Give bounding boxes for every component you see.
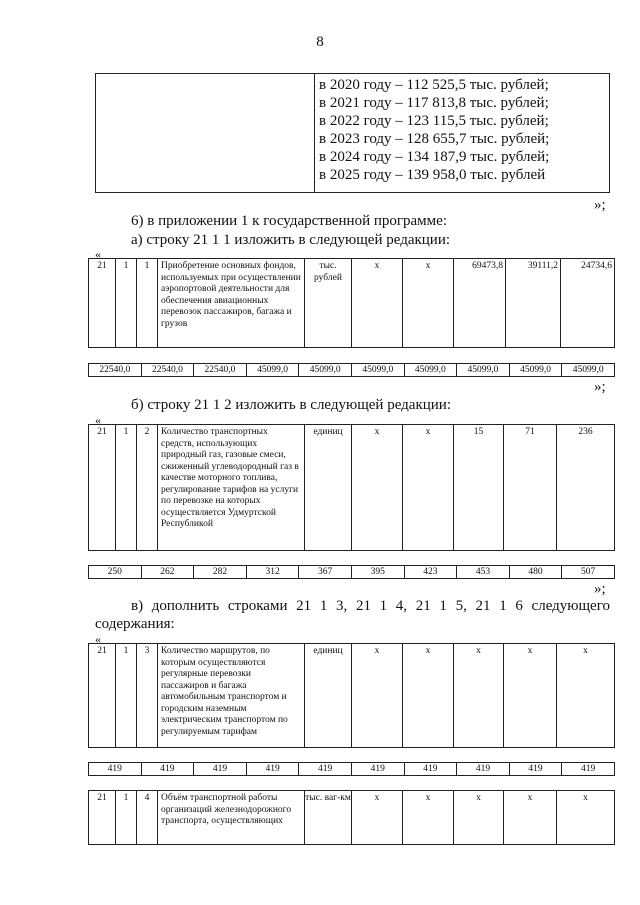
row-21-1-2 <box>88 424 615 551</box>
values-row-21-1-3 <box>88 762 615 776</box>
value-cell: х <box>403 791 454 845</box>
value-cell: х <box>504 791 557 845</box>
funding-cell <box>315 74 610 193</box>
value-cell: 480 <box>509 566 562 579</box>
paragraph-b2: б) строку 21 1 2 изложить в следующей редакции: <box>131 397 451 413</box>
value-cell: 262 <box>141 566 194 579</box>
code-cell: 21 <box>89 791 116 845</box>
funding-line: в 2021 году – 117 813,8 тыс. рублей; <box>319 95 549 111</box>
value-cell: х <box>403 425 454 551</box>
value-cell: х <box>352 259 403 348</box>
code-cell: 21 <box>89 644 116 748</box>
code-cell: 3 <box>137 644 158 748</box>
value-cell: 419 <box>141 763 194 776</box>
value-cell: 419 <box>194 763 247 776</box>
value-cell: 15 <box>454 425 504 551</box>
value-cell: 71 <box>504 425 557 551</box>
indicator-name: Количество транспортных средств, использующих природный газ, газовые смеси, сжиженный углеводородный газ в качестве моторного топлива, регулирование тарифов на услуги по перевозке на которых осуществляется Удмуртской Республикой <box>158 425 305 551</box>
value-cell: 423 <box>404 566 457 579</box>
paragraph-b: 6) в приложении 1 к государственной программе: <box>131 213 447 229</box>
row-21-1-1 <box>88 258 615 348</box>
value-cell: х <box>557 644 615 748</box>
value-cell: х <box>403 259 454 348</box>
indicator-name: Количество маршрутов, по которым осуществляются регулярные перевозки пассажиров и багажа автомобильным транспортом и городским наземным электрическим транспортом по регулируемым тарифам <box>158 644 305 748</box>
unit-cell: единиц <box>305 425 352 551</box>
value-cell: 507 <box>562 566 615 579</box>
closing-quote: »; <box>594 581 606 597</box>
paragraph-c <box>95 597 610 633</box>
funding-empty-cell <box>96 74 315 193</box>
value-cell: 282 <box>194 566 247 579</box>
value-cell: х <box>403 644 454 748</box>
funding-line: в 2022 году – 123 115,5 тыс. рублей; <box>319 113 549 129</box>
page-number: 8 <box>316 34 324 50</box>
value-cell: 236 <box>557 425 615 551</box>
value-cell: х <box>557 791 615 845</box>
funding-line: в 2023 году – 128 655,7 тыс. рублей; <box>319 131 550 147</box>
value-cell: х <box>504 644 557 748</box>
value-cell: х <box>352 644 403 748</box>
value-cell: 45099,0 <box>351 364 404 377</box>
unit-cell: тыс. рублей <box>305 259 352 348</box>
value-cell: х <box>454 791 504 845</box>
open-quote: « <box>95 632 101 646</box>
value-cell: 45099,0 <box>457 364 510 377</box>
value-cell: 419 <box>457 763 510 776</box>
value-cell: 45099,0 <box>246 364 299 377</box>
value-cell: 419 <box>89 763 142 776</box>
value-cell: 45099,0 <box>299 364 352 377</box>
value-cell: 22540,0 <box>89 364 142 377</box>
value-cell: х <box>454 644 504 748</box>
closing-quote: »; <box>594 197 606 213</box>
value-cell: 69473,8 <box>454 259 506 348</box>
row-21-1-4 <box>88 790 615 845</box>
code-cell: 2 <box>137 425 158 551</box>
funding-line: в 2020 году – 112 525,5 тыс. рублей; <box>319 77 549 93</box>
code-cell: 21 <box>89 425 116 551</box>
value-cell: 312 <box>246 566 299 579</box>
open-quote: « <box>95 247 101 261</box>
value-cell: 419 <box>299 763 352 776</box>
value-cell: х <box>352 425 403 551</box>
value-cell: 367 <box>299 566 352 579</box>
code-cell: 1 <box>116 791 137 845</box>
code-cell: 1 <box>137 259 158 348</box>
funding-table <box>95 73 610 193</box>
value-cell: 45099,0 <box>509 364 562 377</box>
values-row-21-1-2 <box>88 565 615 579</box>
value-cell: 22540,0 <box>194 364 247 377</box>
value-cell: 39111,2 <box>506 259 561 348</box>
funding-line: в 2024 году – 134 187,9 тыс. рублей; <box>319 149 550 165</box>
value-cell: 419 <box>351 763 404 776</box>
value-cell: 419 <box>562 763 615 776</box>
code-cell: 1 <box>116 425 137 551</box>
paragraph-a: а) строку 21 1 1 изложить в следующей редакции: <box>131 232 451 248</box>
value-cell: 24734,6 <box>561 259 615 348</box>
code-cell: 1 <box>116 644 137 748</box>
value-cell: 419 <box>404 763 457 776</box>
indicator-name: Приобретение основных фондов, используемых при осуществлении аэропортовой деятельности для обеспечения авиационных перевозок пассажиров, багажа и грузов <box>158 259 305 348</box>
code-cell: 4 <box>137 791 158 845</box>
code-cell: 1 <box>116 259 137 348</box>
value-cell: 395 <box>351 566 404 579</box>
code-cell: 21 <box>89 259 116 348</box>
open-quote: « <box>95 413 101 427</box>
value-cell: 22540,0 <box>141 364 194 377</box>
value-cell: 453 <box>457 566 510 579</box>
unit-cell: единиц <box>305 644 352 748</box>
value-cell: х <box>352 791 403 845</box>
indicator-name: Объём транспортной работы организаций железнодорожного транспорта, осуществляющих <box>158 791 305 845</box>
value-cell: 45099,0 <box>404 364 457 377</box>
values-row-21-1-1 <box>88 363 615 377</box>
value-cell: 45099,0 <box>562 364 615 377</box>
closing-quote: »; <box>594 379 606 395</box>
funding-line: в 2025 году – 139 958,0 тыс. рублей <box>319 167 546 183</box>
paragraph-c-text: в) дополнить строками 21 1 3, 21 1 4, 21 1 5, 21 1 6 следующего содержания: <box>95 598 610 632</box>
value-cell: 419 <box>246 763 299 776</box>
value-cell: 250 <box>89 566 142 579</box>
value-cell: 419 <box>509 763 562 776</box>
row-21-1-3 <box>88 643 615 748</box>
unit-cell: тыс. ваг-км <box>305 791 352 845</box>
